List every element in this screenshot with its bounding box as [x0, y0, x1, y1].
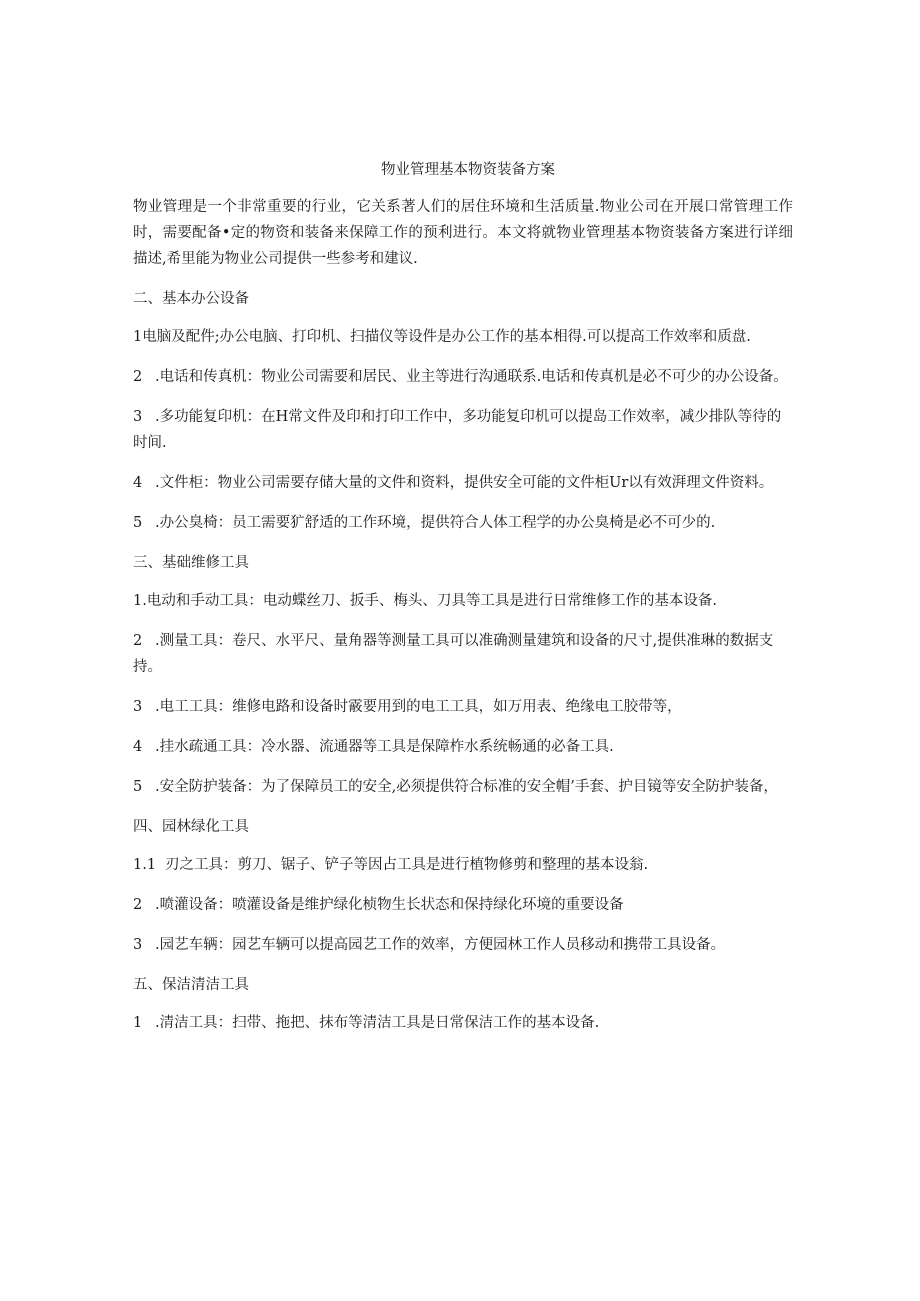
- item-number: 2: [133, 897, 143, 913]
- list-item: [133, 588, 793, 614]
- item-text: .喷灌设备：喷灌设备是维护绿化桢物生长状态和保持绿化环境的重要设备: [155, 897, 624, 913]
- item-number: 4: [133, 739, 143, 755]
- item-number: 2: [133, 369, 143, 385]
- item-number: 1: [133, 329, 143, 345]
- list-item: [133, 694, 793, 720]
- item-number: 3: [133, 409, 143, 425]
- list-item: [133, 892, 793, 918]
- section-heading-repair: 三、基础维修工具: [133, 555, 249, 571]
- item-text: .安全防护装备：为了保障员工的安全,必须提供符合标准的安全帽’手套、护目镜等安全防护装备，: [155, 779, 778, 795]
- item-text: .多功能复印机：在H常文件及印和打印工作中，多功能复印机可以提岛工作效率，减少排队等待的时间.: [133, 409, 782, 451]
- item-number: 1: [133, 1015, 143, 1031]
- item-text: .文件柜：物业公司需要存储大量的文件和资料，提供安全可能的文件柜Ur以有效湃理文件资料。: [155, 475, 774, 491]
- list-item: [133, 510, 793, 536]
- list-item: [133, 364, 793, 390]
- item-number: 3: [133, 699, 143, 715]
- section-heading-cleaning: 五、保洁清洁工具: [133, 977, 249, 993]
- list-item: [133, 734, 793, 760]
- list-item: [133, 628, 793, 680]
- item-number: 3: [133, 937, 143, 953]
- list-item: [133, 470, 793, 496]
- item-text: .园艺车辆：园艺车辆可以提高园艺工作的效率，方便园林工作人员移动和携带工具设备。: [155, 937, 726, 953]
- list-item: [133, 852, 793, 878]
- item-text: .电工工具：维修电路和设备时霰要用到的电工工具，如万用表、绝缘电工胶带等，: [155, 699, 682, 715]
- list-item: [133, 1010, 793, 1036]
- intro-paragraph: 物业管理是一个非常重要的行业，它关系著人们的居住环境和生活质量.物业公司在开展口常管理工作时，需要配备•定的物资和装备来保障工作的预利进行。本文将就物业管理基本物资装备方案进行详细描述,希里能为物业公司提供一些参考和建议.: [133, 199, 793, 267]
- item-number: 5: [133, 515, 143, 531]
- item-number: 5: [133, 779, 143, 795]
- section-heading-garden: 四、园林绿化工具: [133, 819, 249, 835]
- item-text: 电动和手动工具：电动蝶丝刀、扳手、梅头、刀具等工具是进行日常维修工作的基本设备.: [146, 593, 717, 609]
- item-text: .电话和传真机：物业公司需要和居民、业主等进行沟通联系.电话和传真机是必不可少的办公设备。: [155, 369, 788, 385]
- item-text: 刃之工具：剪刀、锯子、铲子等因占工具是进行植物修剪和整理的基本设翁.: [165, 857, 649, 873]
- item-number: 1.: [133, 593, 147, 609]
- list-item: [133, 932, 793, 958]
- item-text: .挂水疏通工具：冷水器、流通器等工具是保障柞水系统畅通的必备工具.: [155, 739, 614, 755]
- list-item: [133, 324, 793, 350]
- item-text: .办公臭椅：员工需要犷舒适的工作环境，提供符合人体工程学的办公臭椅是必不可少的.: [155, 515, 716, 531]
- item-text: .测量工具：卷尺、水平尺、量角器等测量工具可以准确测量建筑和设备的尺寸,提供准琳的数据支持。: [133, 633, 774, 675]
- item-text: .清洁工具：扫带、拖把、抹布等清洁工具是日常保洁工作的基本设备.: [155, 1015, 600, 1031]
- item-text: 电脑及配件;办公电脑、打印机、扫描仪等设件是办公工作的基本相得.可以提高工作效率和质盘.: [142, 329, 751, 345]
- item-number: 2: [133, 633, 143, 649]
- section-heading-office: 二、基本办公设备: [133, 291, 249, 307]
- document-page: [133, 160, 793, 1050]
- document-title: 物业管理基本物资装备方案: [381, 162, 555, 178]
- list-item: [133, 404, 793, 456]
- list-item: [133, 774, 793, 800]
- item-number: 4: [133, 475, 143, 491]
- item-number: 1.1: [133, 857, 157, 873]
